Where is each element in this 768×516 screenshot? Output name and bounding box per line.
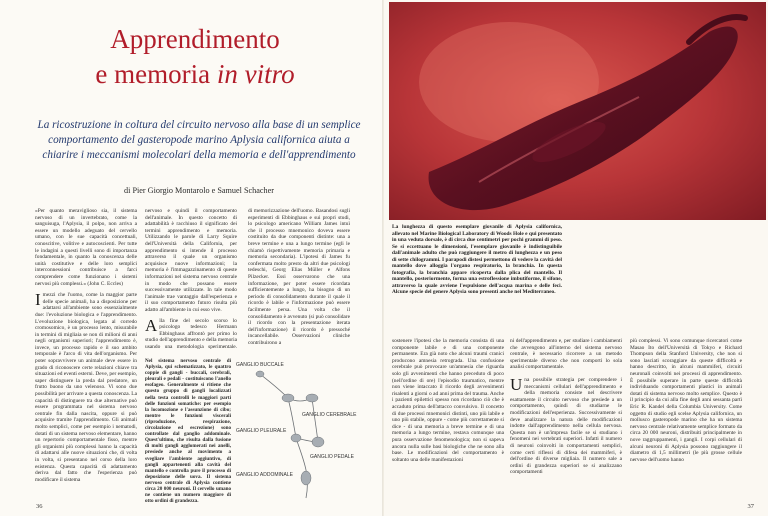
col2-mid: lla fine del secolo scorso lo psicologo tedesco Hermann Ebbinghaus affrontò per primo lo studio dell'apprendimento e della memoria usando una metodologia sperimentale. bbox=[145, 317, 237, 350]
pleural-ganglion-shape bbox=[291, 434, 301, 442]
aplysia-photo bbox=[389, 2, 766, 220]
photo-caption: La lunghezza di questo esemplare giovanile di Aplysia californica, allevato nel Marine Biological Laboratory di Woods Hole e qui presentato in una veduta dorsale, è di circa due centimetri per pochi grammi di peso. Se si eccettuano le dimensioni, l'esemplare giovanile è indistinguibile dall'animale adulto che può raggiungere il metro di lunghezza e un peso di sette chilogrammi. I parapodi distesi permettono di vedere la cavità del mantello dove alloggia l'organo respiratorio, la branchia. In questa fotografia, la branchia appare ricoperta dalla plica del mantello. Il mantello, posteriormente, forma una estroflessione imbutiforme, il sifone, attraverso la quale avviene l'espulsione dell'acqua marina e delle feci. Alcune specie del genere Aplysia sono presenti anche nel Mediterraneo. bbox=[392, 224, 562, 295]
title-italic-in-vitro: in vitro bbox=[216, 59, 295, 89]
page-number-right: 37 bbox=[747, 503, 754, 510]
col2-top-text: nervoso e quindi il comportamento dell'animale. In questo concetto di adattabilità è racchiuso il significato dei termini apprendimento e memoria. Utilizzando le parole di Larry Squire dell'Università della California, per apprendimento si intende il processo attraverso il quale un organismo acquisisce nuove informazioni; la memoria è l'immagazzinamento di queste informazioni nel sistema nervoso centrale in modo che possano essere successivamente utilizzate. In tale modo l'animale trae vantaggio dall'esperienza e il suo comportamento futuro risulta più adatto all'ambiente in cui esso vive. bbox=[145, 208, 237, 313]
diagram-connector bbox=[296, 438, 306, 470]
title-word-memoria: e memoria bbox=[95, 59, 211, 89]
diagram-connector bbox=[312, 398, 318, 442]
article-title-line2 bbox=[60, 59, 330, 90]
pedal-ganglion-shape bbox=[312, 437, 324, 447]
col2-paragraph bbox=[145, 315, 237, 351]
label-ganglio-pedale: GANGLIO PEDALE bbox=[310, 454, 354, 460]
article-lede: La ricostruzione in coltura del circuito nervoso alla base di un semplice comportamento del gasteropode marino Aplysia californica aiuta a chiarire i meccanismi molecolari della memoria e dell'apprendimento bbox=[37, 119, 361, 161]
label-ganglio-cerebrale: GANGLIO CEREBRALE bbox=[302, 412, 357, 418]
dropcap-i: I bbox=[35, 290, 41, 310]
right-col2-paragraph bbox=[510, 374, 622, 476]
nervous-system-diagram bbox=[234, 358, 364, 506]
buccal-ganglion-shape bbox=[256, 371, 264, 377]
cerebral-ganglion-shape bbox=[306, 394, 318, 402]
dropcap-a: A bbox=[145, 315, 158, 335]
label-ganglio-buccale: GANGLIO BUCCALE bbox=[236, 362, 284, 368]
article-title-line1: Apprendimento bbox=[110, 24, 280, 54]
right-column-2 bbox=[510, 338, 622, 510]
left-column-3: di memorizzazione dell'uomo. Basandosi sugli esperimenti di Ebbinghaus e sui propri studi, lo psicologo americano William James intuì che il processo mnemonico doveva essere costituito da due componenti distinte: una a breve termine e una a lungo termine (egli le chiamò rispettivamente memoria primaria e memoria secondaria). L'ipotesi di James fu confermata molto presto da altri due psicologi tedeschi, Georg Elias Müller e Alfons Pilzecker. Essi osservarono che una informazione, per poter essere ricordata sufficientemente a lungo, ha bisogno di un periodo di consolidamento durante il quale il ricordo è labile e l'informazione può essere facilmente persa. Una volta che il consolidamento è avvenuto (si può consolidare il ricordo con la presentazione iterata dell'informazione) il ricordo è pressoché incancellabile. Osservazioni cliniche contribuirono a bbox=[248, 208, 350, 346]
diagram-connector bbox=[288, 398, 296, 438]
right-col2-top: ni dell'apprendimento e, per studiare i cambiamenti che avvengono all'interno del sistema nervoso centrale, è necessario ricorrere a un metodo sperimentale diverso che non comporti lo sola analisi comportamentale. bbox=[510, 338, 622, 371]
aplysia-photo-image bbox=[389, 2, 766, 220]
dropcap-u: U bbox=[510, 374, 523, 394]
page-number-left: 36 bbox=[36, 503, 43, 510]
abdominal-ganglion-shape bbox=[301, 471, 311, 485]
label-ganglio-pleurale: GANGLIO PLEURALE bbox=[236, 428, 287, 434]
left-column-1 bbox=[35, 208, 137, 508]
byline: di Pier Giorgio Montarolo e Samuel Schacher bbox=[124, 186, 274, 195]
right-column-3: più complessi. Vi sono comunque ricercatori come Masao Ito dell'Università di Tokyo e Richard Thompson della Stanford University, che non si sono lasciati scoraggiare da queste difficoltà e hanno descritto, in alcuni mammiferi, circuiti neuronali coinvolti nei processi di apprendimento. È possibile superare in parte queste difficoltà individuando comportamenti plastici in animali dotati di sistema nervoso molto semplice. Questo è il principio da cui alla fine degli anni sessanta partì Eric R. Kandel della Columbia University. Come oggetto di studio egli scelse Aplysia californica, un mollusco gasteropode marino che ha un sistema nervoso centrale relativamente semplice formato da circa 20 000 neuroni, distribuiti principalmente in nove raggruppamenti, i gangli. I corpi cellulari di alcuni neuroni di Aplysia possono raggiungere il diametro di 1,5 millimetri (le più grosse cellule nervose dell'uomo hanno bbox=[630, 338, 742, 463]
diagram-caption: Nel sistema nervoso centrale di Aplysia, qui schematizzato, le quattro coppie di gangli - buccali, cerebrali, pleurali e pedali - costituiscono l'anello esofageo. Generalmente si ritiene che questo gruppo di gangli localizzati nella testa controlli le maggiori parti delle funzioni somatiche: per esempio la locomozione e l'assunzione di cibo; mentre le funzioni viscerali (riproduzione, respirazione, circolazione ed escrezione) sono controllate dal ganglio addominale. Quest'ultimo, che risulta dalla fusione di molti gangli agglomerati nei anelli, presiede anche al movimento a svegliare l'ambiente aggiuntivo, di gangli appartenenti alla cavità del mantello e controlla pure il processo di deposizione delle uova. Il sistema nervoso centrale di Aplysia contiene circa 20 000 neuroni. Il cervello umano ne contiene un numero maggiore di otto ordini di grandezza. bbox=[145, 358, 231, 505]
left-column-2 bbox=[145, 208, 237, 350]
col1-paragraph bbox=[35, 292, 137, 483]
label-ganglio-addominale: GANGLIO ADDOMINALE bbox=[236, 472, 293, 478]
right-page bbox=[384, 0, 768, 516]
epigraph-quote: «Per quanto meraviglioso sia, il sistema nervoso di un invertebrato, come la sanguisuga, l'Aplysia, il polpo, non arriva a essere un modello adeguato del cervello umano, con le sue capacità concettuali, conoscitive, volitive e autocoscienti. Per tutte le indagini a questi livelli sono di importanza fondamentale, in quanto la conoscenza delle unità costitutive e delle loro semplici interconnessioni contribuisce a farci comprendere come funzionano i sistemi nervosi più complessi.» (John C. Eccles) bbox=[35, 208, 137, 287]
right-column-1: sostenere l'ipotesi che la memoria consista di una componente labile e di una componente permanente. Era già noto che alcuni traumi cranici producono amnesia retrograda. Una confusione cerebrale può provocare un'amnesia che riguarda solo gli avvenimenti che hanno preceduto di poco (nell'ordine di ore) l'episodio traumatico, mentre non viene intaccato il ricordo degli avvenimenti risalenti a giorni o ad anni prima del trauma. Anche i pazienti epilettici spesso non ricordano ciò che è accaduto prima dell'attacco convulsivo. Il concetto di due processi mnemonici distinti, uno più labile e uno più stabile, oppure - come più correttamente si dice - di una memoria a breve termine e di una memoria a lungo termine, restava comunque una pura osservazione fenomenologica; non si sapeva ancora nulla sulle basi biologiche che ne sono alla base. Le modificazioni del comportamento è soltanto una delle manifestazioni bbox=[392, 338, 504, 463]
col1-body: mezzi che l'uomo, come la maggior parte delle specie animali, ha a disposizione per adattarsi all'ambiente sono essenzialmente due: l'evoluzione biologica e l'apprendimento. L'evoluzione biologica, legata al corredo cromosomico, è un processo lento, misurabile in termini di migliaia se non di milioni di anni negli organismi superiori; l'apprendimento è, invece, un processo rapido e il suo ambito temporale è l'arco di vita dell'organismo. Per poter sopravvivere un animale deve essere in grado di riconoscere certe relazioni chiave tra situazioni ed eventi esterni. Deve, per esempio, saper distinguere la preda dal predatore, un frutto buono da uno velenoso. Vi sono due possibilità per arrivare a questa conoscenza. La capacità di distinguere tra due alternative può essere programmata nel sistema nervoso centrale fin dalla nascita, oppure si può acquisire tramite l'apprendimento. Gli animali molto semplici, come per esempio i nematodi, dotati di un sistema nervoso elementare, hanno un repertorio comportamentale fisso, mentre gli organismi più complessi hanno la capacità di adattarsi alle nuove situazioni che, di volta in volta, si presentano nel corso della loro esistenza. Questa capacità di adattamento deriva dal fatto che l'esperienza può modificare il sistema bbox=[35, 292, 137, 483]
cerebral-ganglion-shape bbox=[282, 394, 294, 402]
right-col2-body: na possibile strategia per comprendere i meccanismi cellulari dell'apprendimento e della memoria consiste nel descrivere esattamente il circuito nervoso che presiede a un comportamento, quindi di studiarne le modificazioni dell'esperienza. Successivamente si deve analizzare la natura delle modificazioni indotte dall'apprendimento nella cellula nervosa. Questa non è un'impresa facile se si studiano i fenomeni nei vertebrati superiori. Infatti il numero di neuroni coinvolti in comportamenti semplici, come certi riflessi di difesa dei mammiferi, è dell'ordine di diverse migliaia. Il numero sale a ordini di grandezza superiori se si analizzano comportamenti bbox=[510, 376, 622, 476]
diagram-connector bbox=[260, 374, 288, 398]
